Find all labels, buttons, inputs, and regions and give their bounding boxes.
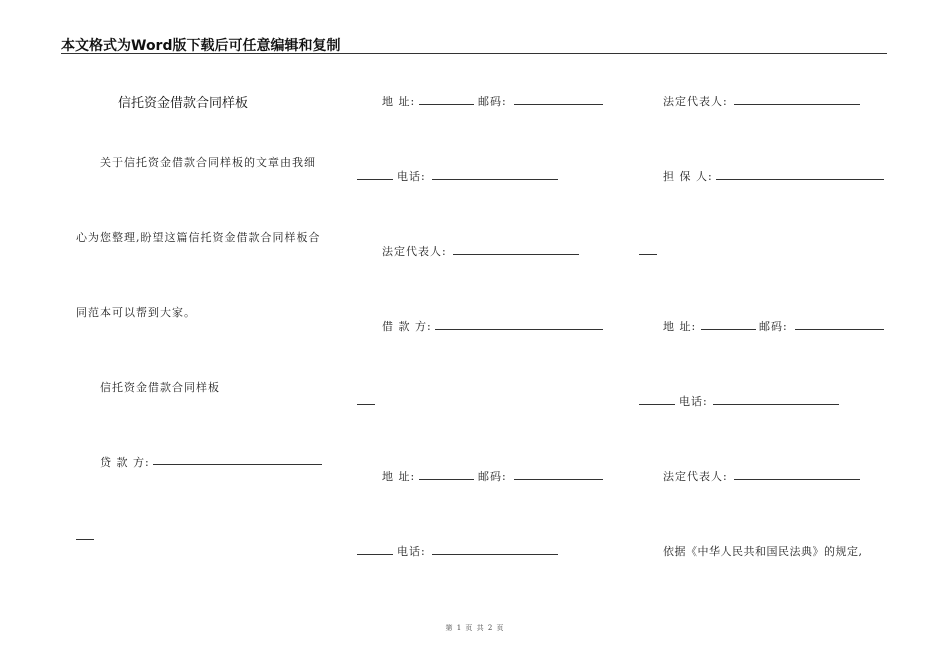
legal-rep-label-guarantor: 法定代表人: <box>663 470 728 483</box>
lender-blank-continued <box>76 539 94 540</box>
header-divider <box>61 53 887 54</box>
intro-line-1: 关于信托资金借款合同样板的文章由我细 <box>100 156 316 169</box>
address-blank-3-continued <box>639 404 675 405</box>
phone-blank-3 <box>713 404 839 405</box>
address-blank-1-continued <box>357 179 393 180</box>
guarantor-blank-continued <box>639 254 657 255</box>
borrower-blank-continued <box>357 404 375 405</box>
lender-blank <box>153 464 322 465</box>
postcode-blank-1 <box>514 104 603 105</box>
contract-subtitle: 信托资金借款合同样板 <box>100 381 220 394</box>
borrower-blank <box>435 329 603 330</box>
legal-rep-label-borrower: 法定代表人: <box>663 95 728 108</box>
guarantor-blank <box>716 179 884 180</box>
legal-rep-blank-lender <box>453 254 579 255</box>
postcode-blank-3 <box>795 329 884 330</box>
legal-rep-blank-guarantor <box>734 479 860 480</box>
phone-blank-2 <box>432 554 558 555</box>
legal-basis-text: 依据《中华人民共和国民法典》的规定, <box>663 545 863 558</box>
legal-rep-blank-borrower <box>734 104 860 105</box>
document-title: 信托资金借款合同样板 <box>118 96 249 111</box>
borrower-label: 借 款 方: <box>382 320 432 333</box>
phone-label-2: 电话: <box>397 545 426 558</box>
intro-line-2: 心为您整理,盼望这篇信托资金借款合同样板合 <box>76 231 321 244</box>
intro-line-3: 同范本可以帮到大家。 <box>76 306 196 319</box>
legal-rep-label-lender: 法定代表人: <box>382 245 447 258</box>
address-label-2: 地 址: <box>382 470 416 483</box>
address-label-3: 地 址: <box>663 320 697 333</box>
address-blank-2 <box>419 479 474 480</box>
lender-label: 贷 款 方: <box>100 456 150 469</box>
phone-label-1: 电话: <box>397 170 426 183</box>
page-footer: 第 1 页 共 2 页 <box>445 624 505 632</box>
postcode-label-2: 邮码: <box>478 470 507 483</box>
address-blank-3 <box>701 329 756 330</box>
address-blank-2-continued <box>357 554 393 555</box>
postcode-label-1: 邮码: <box>478 95 507 108</box>
phone-label-3: 电话: <box>679 395 708 408</box>
postcode-blank-2 <box>514 479 603 480</box>
guarantor-label: 担 保 人: <box>663 170 713 183</box>
phone-blank-1 <box>432 179 558 180</box>
postcode-label-3: 邮码: <box>759 320 788 333</box>
address-blank-1 <box>419 104 474 105</box>
page-header: 本文格式为Word版下载后可任意编辑和复制 <box>61 38 341 54</box>
address-label-1: 地 址: <box>382 95 416 108</box>
